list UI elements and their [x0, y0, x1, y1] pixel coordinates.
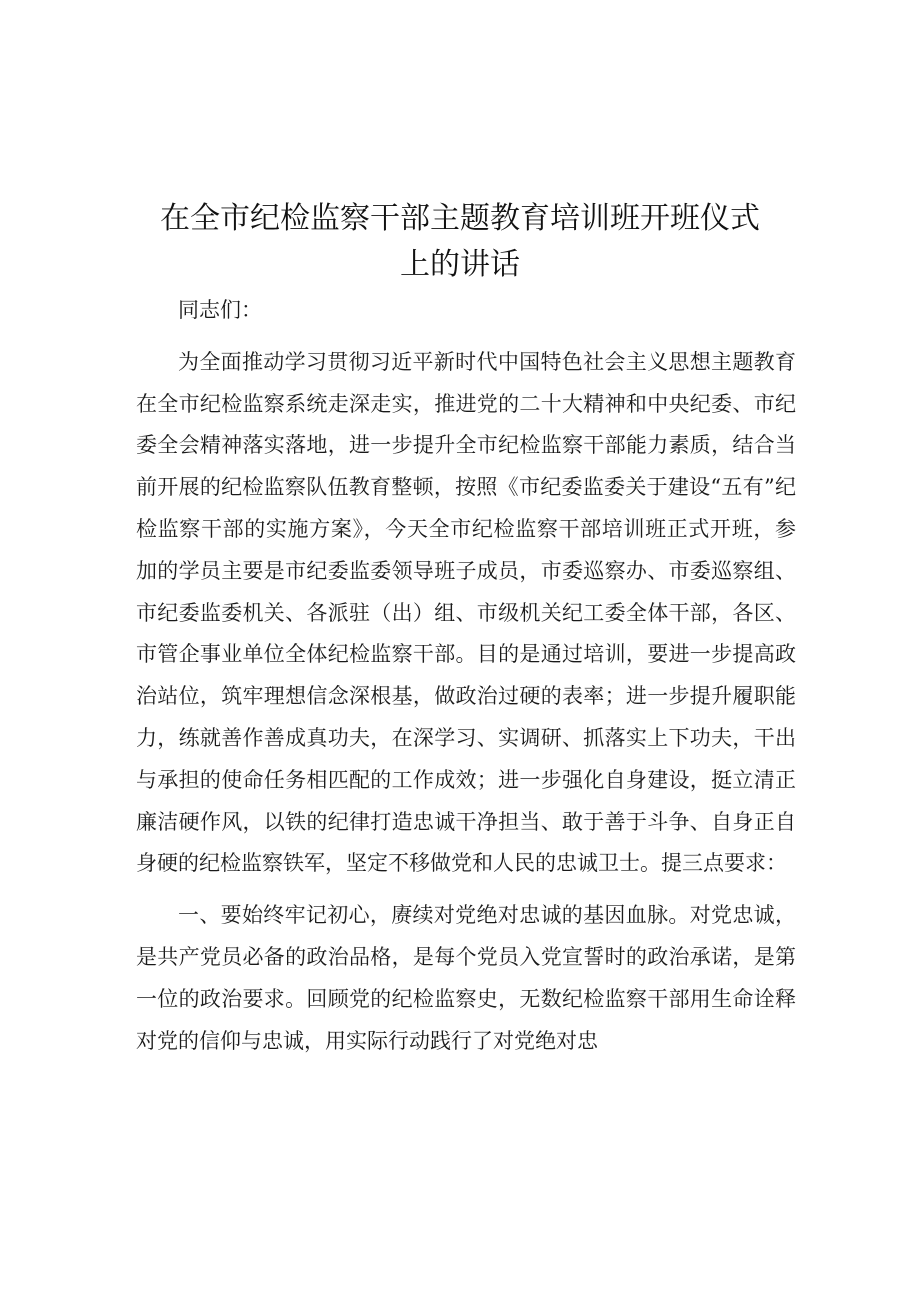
document-title	[100, 196, 820, 288]
document-body	[136, 290, 796, 1072]
salutation: 同志们：	[178, 298, 262, 322]
document-title-line-2: 上的讲话	[400, 247, 520, 282]
paragraph-intro: 为全面推动学习贯彻习近平新时代中国特色社会主义思想主题教育在全市纪检监察系统走深走实，推进党的二十大精神和中央纪委、市纪委全会精神落实落地，进一步提升全市纪检监察干部能力素质，结合当前开展的纪检监察队伍教育整顿，按照《市纪委监委关于建设“五有”纪检监察干部的实施方案》，今天全市纪检监察干部培训班正式开班，参加的学员主要是市纪委监委领导班子成员，市委巡察办、市委巡察组、市纪委监委机关、各派驻（出）组、市级机关纪工委全体干部，各区、市管企事业单位全体纪检监察干部。目的是通过培训，要进一步提高政治站位，筑牢理想信念深根基，做政治过硬的表率；进一步提升履职能力，练就善作善成真功夫，在深学习、实调研、抓落实上下功夫，干出与承担的使命任务相匹配的工作成效；进一步强化自身建设，挺立清正廉洁硬作风，以铁的纪律打造忠诚干净担当、敢于善于斗争、自身正自身硬的纪检监察铁军，坚定不移做党和人民的忠诚卫士。提三点要求：	[136, 349, 796, 876]
document-title-line-1: 在全市纪检监察干部主题教育培训班开班仪式	[160, 201, 760, 236]
paragraph-point-one: 一、要始终牢记初心，赓续对党绝对忠诚的基因血脉。对党忠诚，是共产党员必备的政治品格，是每个党员入党宣誓时的政治承诺，是第一位的政治要求。回顾党的纪检监察史，无数纪检监察干部用生命诠释对党的信仰与忠诚，用实际行动践行了对党绝对忠	[136, 903, 796, 1053]
